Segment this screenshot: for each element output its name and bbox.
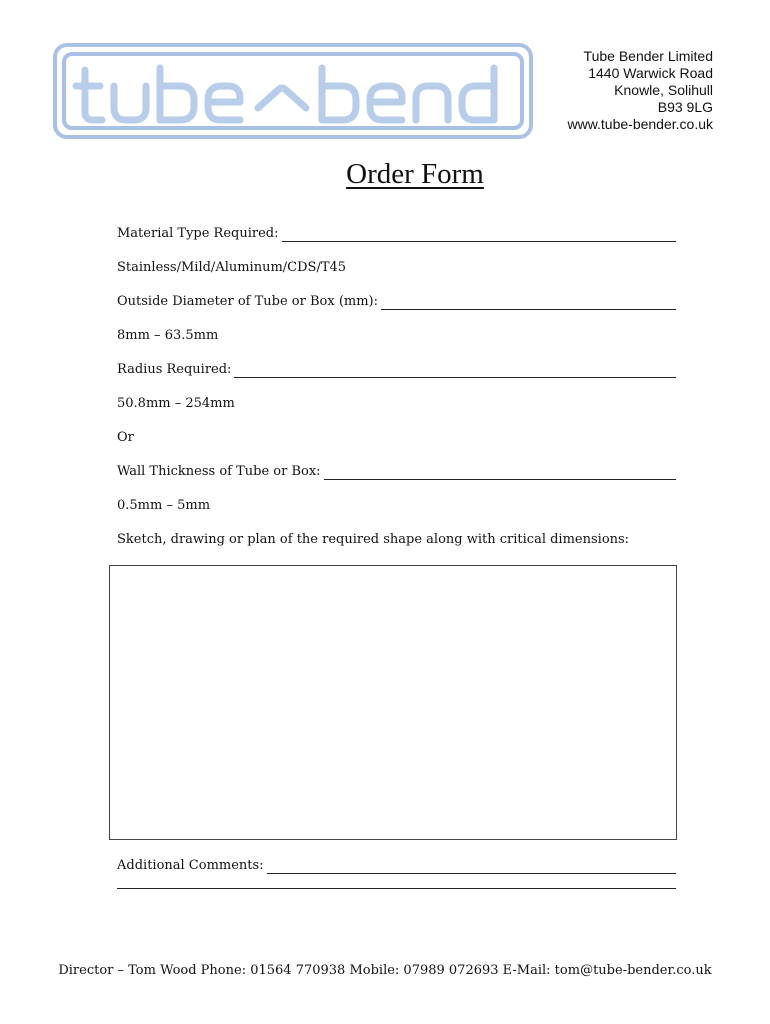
diameter-range-text: 8mm – 63.5mm [117, 328, 219, 343]
wall-field [117, 464, 676, 480]
or-text [117, 430, 676, 446]
company-address [567, 48, 713, 133]
radius-range-text: 50.8mm – 254mm [117, 396, 235, 411]
diameter-label: Outside Diameter of Tube or Box (mm): [117, 294, 379, 309]
wall-label: Wall Thickness of Tube or Box: [117, 464, 321, 479]
material-field [117, 226, 676, 242]
diameter-field [117, 294, 676, 310]
sketch-box[interactable] [109, 565, 677, 840]
comments-label: Additional Comments: [117, 858, 264, 873]
footer-contact: Director – Tom Wood Phone: 01564 770938 Mobile: 07989 072693 E-Mail: tom@tube-bender.co.uk [58, 963, 712, 978]
radius-field [117, 362, 676, 378]
material-label: Material Type Required: [117, 226, 279, 241]
diameter-range [117, 328, 676, 344]
sketch-instructions [117, 532, 676, 548]
company-street: 1440 Warwick Road [588, 65, 713, 81]
sketch-label: Sketch, drawing or plan of the required shape along with critical dimensions: [117, 532, 630, 547]
wall-input-line[interactable] [324, 467, 676, 480]
or-label: Or [117, 430, 134, 445]
diameter-input-line[interactable] [381, 297, 676, 310]
tube-bender-logo [52, 42, 534, 140]
comments-second-line[interactable] [117, 888, 676, 889]
comments-input-line[interactable] [267, 861, 676, 874]
company-town: Knowle, Solihull [614, 82, 713, 98]
radius-input-line[interactable] [234, 365, 676, 378]
radius-label: Radius Required: [117, 362, 232, 377]
wall-range [117, 498, 676, 514]
wall-range-text: 0.5mm – 5mm [117, 498, 211, 513]
company-website[interactable]: www.tube-bender.co.uk [567, 116, 713, 132]
material-options-text: Stainless/Mild/Aluminum/CDS/T45 [117, 260, 347, 275]
comments-field [117, 858, 676, 874]
form-title: Order Form [346, 158, 484, 190]
material-input-line[interactable] [282, 229, 677, 242]
material-options [117, 260, 676, 276]
radius-range [117, 396, 676, 412]
company-name: Tube Bender Limited [583, 48, 713, 64]
company-postcode: B93 9LG [657, 99, 713, 115]
